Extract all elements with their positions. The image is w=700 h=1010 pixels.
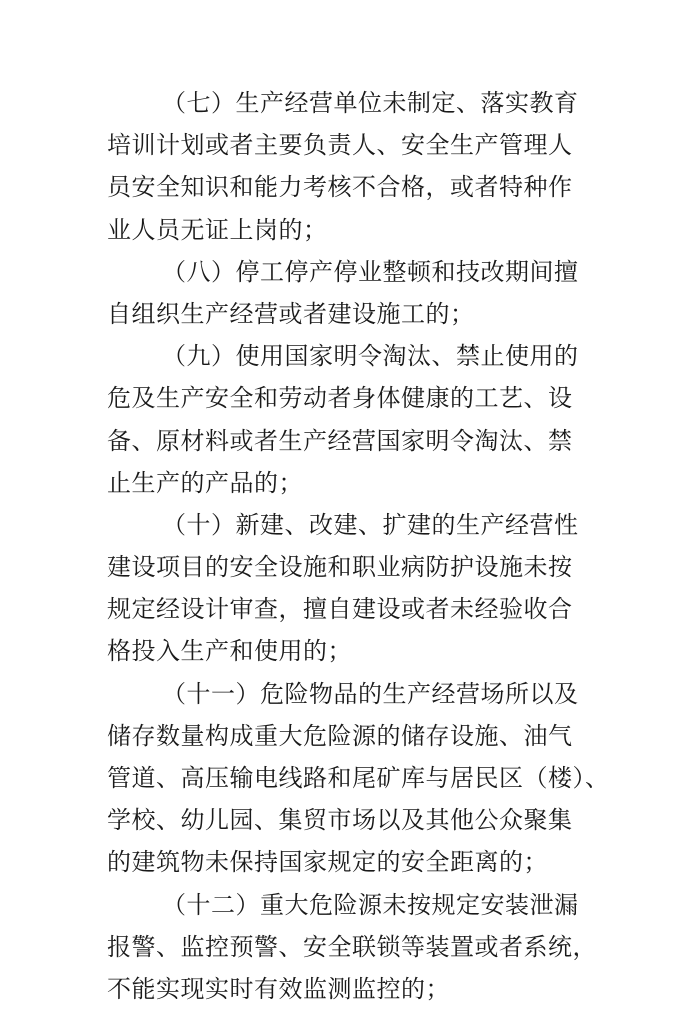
item-7-line-1: （七）生产经营单位未制定、落实教育 [162,89,579,117]
item-10-line-1: （十）新建、改建、扩建的生产经营性 [162,510,579,539]
item-11-line-4: 学校、幼儿园、集贸市场以及其他公众聚集 [107,806,573,835]
item-7-line-3: 员安全知识和能力考核不合格，或者特种作 [107,173,573,202]
item-10-line-3: 规定经设计审查，擅自建设或者未经验收合 [107,595,573,624]
item-9-line-2: 危及生产安全和劳动者身体健康的工艺、设 [107,384,573,413]
item-10-line-2: 建设项目的安全设施和职业病防护设施未按 [107,553,573,582]
item-9-line-3: 备、原材料或者生产经营国家明令淘汰、禁 [107,426,573,455]
item-8-line-1: （八）停工停产停业整顿和技改期间擅 [162,257,579,286]
document-body [107,82,610,1010]
item-11-line-3: 管道、高压输电线路和尾矿库与居民区（楼）、 [107,764,610,792]
item-11-line-5: 的建筑物未保持国家规定的安全距离的； [107,848,548,877]
item-7-line-2: 培训计划或者主要负责人、安全生产管理人 [107,131,573,160]
item-11-line-1: （十一）危险物品的生产经营场所以及 [162,679,579,708]
item-9-line-1: （九）使用国家明令淘汰、禁止使用的 [162,342,579,371]
item-10-line-4: 格投入生产和使用的； [107,637,352,666]
item-12-line-2: 报警、监控预警、安全联锁等装置或者系统， [107,932,597,961]
item-12-line-1: （十二）重大危险源未按规定安装泄漏 [162,890,579,919]
item-9-line-4: 止生产的产品的； [107,468,303,497]
item-11-line-2: 储存数量构成重大危险源的储存设施、油气 [107,721,573,750]
item-7-line-4: 业人员无证上岗的； [107,215,328,244]
item-8-line-2: 自组织生产经营或者建设施工的； [107,299,475,328]
item-12-line-3: 不能实现实时有效监测监控的； [107,974,450,1003]
